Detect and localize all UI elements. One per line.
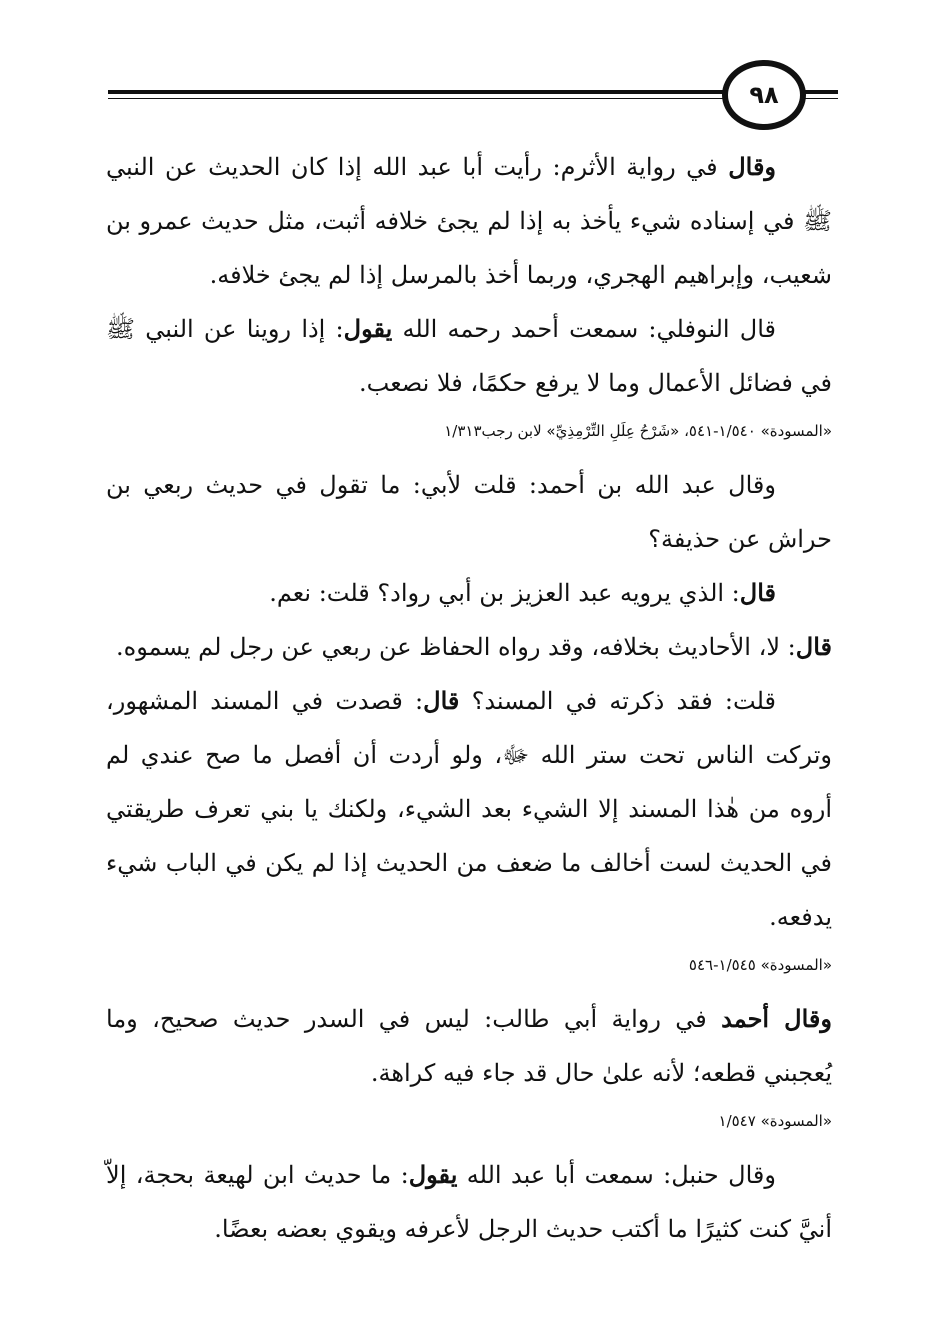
- text-run: : إذا روينا عن النبي ﷺ في فضائل الأعمال وما لا يرفع حكمًا، فلا نصعب.: [106, 315, 832, 397]
- bold-keyword: قال: [423, 686, 460, 715]
- reference: «المسودة» ١/٥٤٠-٥٤١، «شَرْحُ عِلَلِ التِّرْمِذِيِّ» لابن رجب١/٣١٣: [444, 422, 832, 440]
- bold-keyword: يقول: [343, 314, 393, 343]
- reference: «المسودة» ١/٥٤٧: [718, 1112, 832, 1130]
- text-run: قال النوفلي: سمعت أحمد رحمه الله: [392, 315, 776, 343]
- text-run: : الذي يرويه عبد العزيز بن أبي رواد؟ قلت: نعم.: [269, 579, 740, 607]
- text-run: وقال عبد الله بن أحمد: قلت لأبي: ما تقول في حديث ربعي بن حراش عن حذيفة؟: [106, 471, 832, 553]
- text-run: في رواية أبي طالب: ليس في السدر حديث صحيح، وما يُعجبني قطعه؛ لأنه علىٰ حال قد جاء فيه كراهة.: [106, 1005, 832, 1087]
- bold-keyword: وقال: [728, 152, 776, 181]
- text-run: : قصدت في المسند المشهور، وتركت الناس تحت ستر الله ﷻ، ولو أردت أن أفصل ما صح عندي لم أروه من هٰذا المسند إلا الشيء بعد الشيء، ولكنك يا بني تعرف طريقتي في الحديث لست أخالف ما ضعف من الحديث إذا لم يكن في الباب شيء يدفعه.: [106, 687, 832, 931]
- page-body: [106, 140, 832, 1256]
- header-rule: [108, 90, 728, 94]
- bold-keyword: قال: [739, 578, 776, 607]
- text-run: قلت: فقد ذكرته في المسند؟: [459, 687, 776, 715]
- bold-keyword: يقول: [408, 1160, 458, 1189]
- paragraph: [106, 302, 832, 410]
- text-run: وقال حنبل: سمعت أبا عبد الله: [457, 1161, 776, 1189]
- paragraph: [106, 674, 832, 944]
- paragraph: [106, 1148, 832, 1256]
- page-number-badge: [722, 60, 806, 130]
- text-run: : لا، الأحاديث بخلافه، وقد رواه الحفاظ عن ربعي عن رجل لم يسموه.: [115, 633, 796, 661]
- paragraph: [106, 566, 832, 620]
- paragraph: [106, 458, 832, 566]
- bold-keyword: وقال أحمد: [721, 1004, 832, 1033]
- reference: «المسودة» ١/٥٤٥-٥٤٦: [688, 956, 832, 974]
- paragraph: [106, 620, 832, 674]
- bold-keyword: قال: [795, 632, 832, 661]
- paragraph: [106, 140, 832, 302]
- paragraph: [106, 992, 832, 1100]
- text-run: : ما حديث ابن لهيعة بحجة، إلاّ أنيَّ كنت كثيرًا ما أكتب حديث الرجل لأعرفه ويقوي بعضه بعضًا.: [106, 1161, 832, 1243]
- header-rule-thin: [108, 98, 728, 99]
- page-number: ٩٨: [749, 81, 779, 109]
- page-header: [0, 58, 932, 138]
- text-run: في رواية الأثرم: رأيت أبا عبد الله إذا كان الحديث عن النبي ﷺ في إسناده شيء يأخذ به إذا لم يجئ خلافه أثبت، مثل حديث عمرو بن شعيب، وإبراهيم الهجري، وربما أخذ بالمرسل إذا لم يجئ خلافه.: [106, 153, 832, 289]
